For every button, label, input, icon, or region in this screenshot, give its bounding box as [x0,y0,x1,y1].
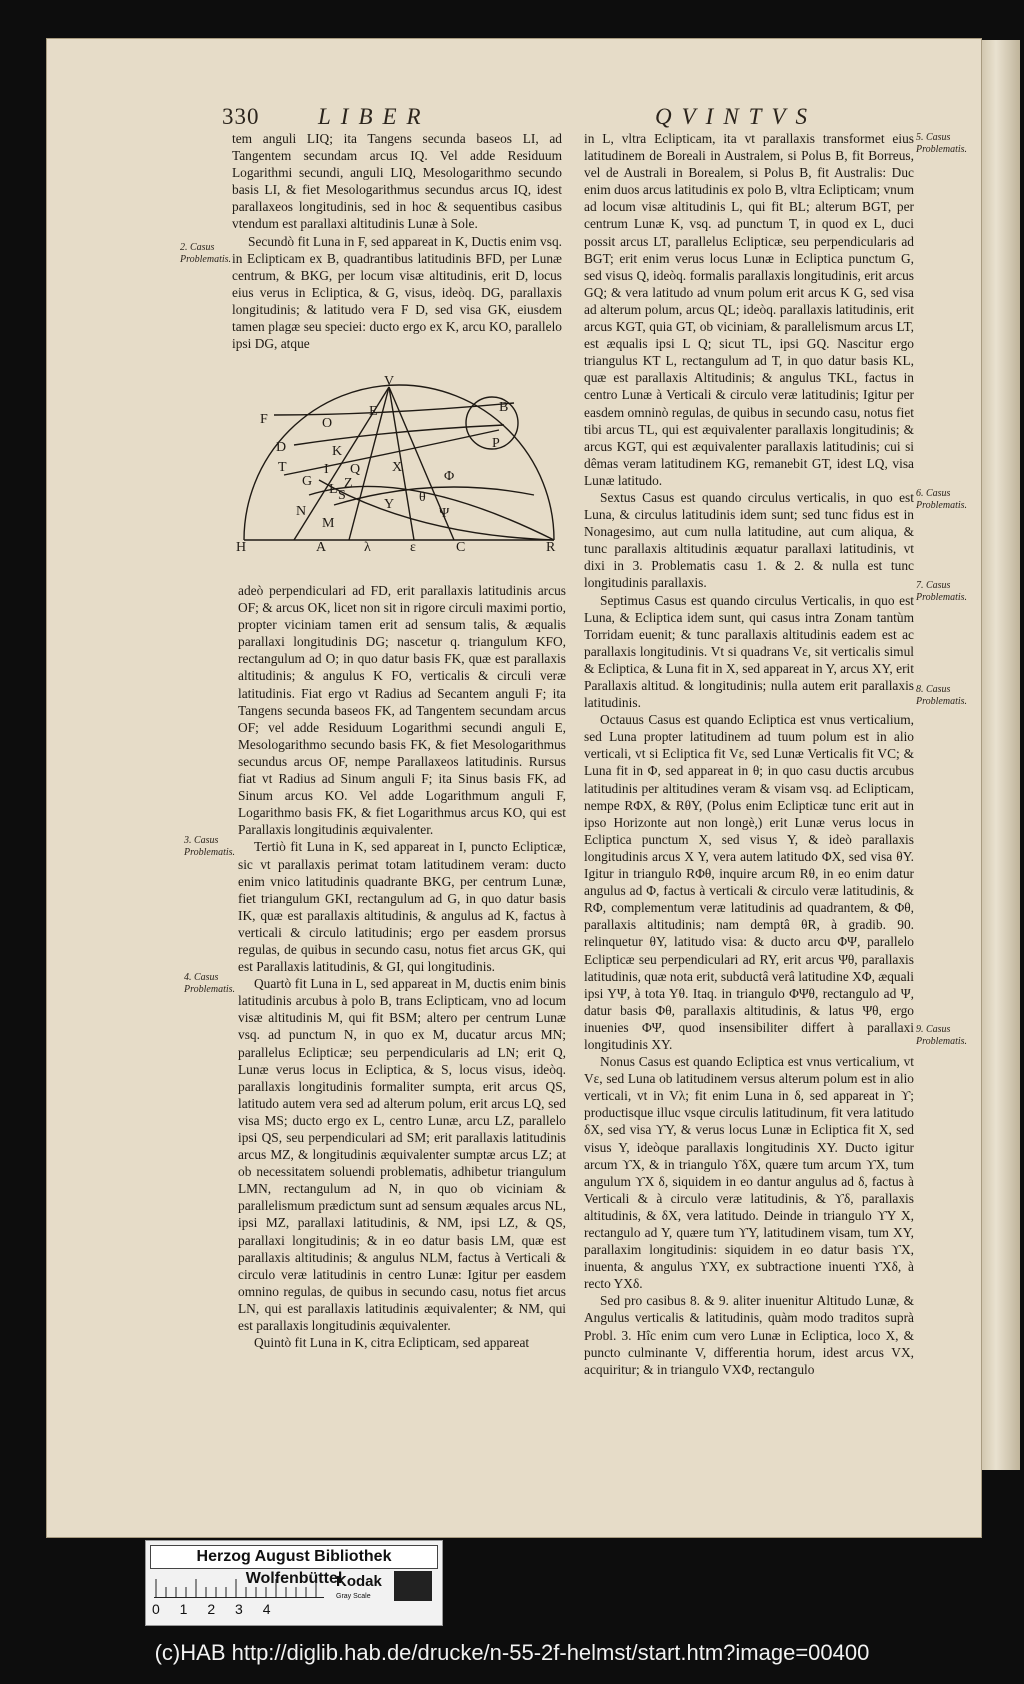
paragraph-casus-1-end: tem anguli LIQ; ita Tangens secunda baseos LI, ad Tangentem secundam arcus IQ. Vel adde Residuum Logarithmi secundi, anguli LIQ, Mesologarithmo secundo basis LI, & fiet Mesologarithmus secundus arcus IQ, idest parallaxeos longitudinis, sed in hoc & sequentibus casibus vtendum est parallaxi altitudinis Lunæ à Sole. [232,131,562,232]
paragraph-casus-4: Quartò fit Luna in L, sed appareat in M, ductis enim binis latitudinis arcubus à polo B, trans Eclipticam, vno ad locum visæ altitudinis M, qui fit BSM; altero per centrum Lunæ vsq. ad punctum N, in quo ex M, ducatur arcus MN; parallelus Eclipticæ; seu perpendicularis ad LN; erit Q, Lunæ verus locus in Ecliptica, & S, locus visus, ideòq. parallaxis longitudinis formaliter sumpta, erit arcus QS, latitudo autem vera sed ad alterum polum, erit arcus LQ, sed visa MS; ducto ergo ex L, centro Lunæ, arcu LZ, parallelo ipsi QS, seu perpendiculari ad SM; erit parallaxis latitudinis arcus MZ, & longitudinis æquivalenter sumptæ arcus LZ; at ob necessitatem soluendi problematis, adhibetur triangulum LMN, rectangulum ad N, in quo ob viciniam & parallelismum prædictum sunt ad sensum æquales arcus NL, ipsi MZ, parallaxi latitudinis, & NM, ipsi LZ, & QS, parallaxi longitudinis; & in eo datur basis LM, quæ est parallaxis altitudinis; & angulus NLM, factus à Verticali & circulo veræ latitudinis in centro Lunæ: Igitur per easdem omnino regulas, de quibus in secundo casu, notus fiet arcus LN, qui est parallaxis latitudinis æquivalenter; & NM, qui est parallaxis longitudinis æquivalenter. [238,976,566,1334]
running-title-right: QVINTVS [655,104,817,129]
page-number: 330 [222,104,260,129]
paragraph-casus-3: Tertiò fit Luna in K, sed appareat in I, puncto Eclipticæ, sic vt parallaxis perimat totam latitudinem veram: ducto enim vnico latitudinis quadrante BKG, per centrum Lunæ, fiet triangulum GKI, rectangulum ad G, in quo datur basis IK, quæ est parallaxis altitudinis, & angulus ad K, factus à verticali & circulo latitudinis; ergo per easdem prorsus regulas, de quibus in secundo casu, notus fiet arcus GK, qui est Parallaxis latitudinis, & GI, qui longitudinis. [238,839,566,975]
paragraph-casus-2: Secundò fit Luna in F, sed appareat in K, Ductis enim vsq. in Eclipticam ex B, quadrantibus latitudinis BFD, per Lunæ centrum, & BKG, per locum visæ altitudinis, erit D, locus eius verus in Ecliptica, & G, visus, ideòq. DG, parallaxis longitudinis; & latitudo vera F D, sed visa GK, eiusdem tamen plagæ seu speciei: ducto ergo ex K, arcu KO, parallelo ipsi DG, atque [232,233,562,352]
margin-note-casus-7: 7. Casus Problematis. [916,580,968,603]
fig-label-Q: Q [350,462,361,477]
margin-note-casus-9: 9. Casus Problematis. [916,1024,968,1047]
fig-label-G: G [302,474,313,489]
left-column-lower [238,582,566,1351]
margin-note-casus-5: 5. Casus Problematis. [916,132,968,155]
fig-label-theta: θ [419,490,426,505]
right-column [584,130,914,1378]
ruler-scale [154,1575,324,1598]
fig-label-R: R [546,540,556,553]
ruler-numbers: 0 1 2 3 4 [152,1601,271,1617]
facing-page-edge [980,40,1020,1470]
gray-swatch [394,1571,432,1601]
margin-note-casus-2: 2. Casus Problematis. [180,242,232,265]
fig-label-S: S [338,488,346,503]
paragraph-casus-5: in L, vltra Eclipticam, ita vt parallaxis transformet eius latitudinem de Boreali in Australem, si Polus B, fit Borreus, vel de Australi in Borealem, si Polus B, fit Australis: Duc enim duos arcus latitudinis ex polo B, vltra Eclipticam; vnum ad locum visæ altitudinis L, qui fit BL; alterum BGT, per centrum Lunæ K, vsq. ad punctum T, in quod ex L, duci possit arcus LT, parallelus Eclipticæ, seu perpendicularis ad BGT; erit enim verus locus Lunæ in Ecliptica punctum G, sed visus Q, ideòq. formalis parallaxis longitudinis, erit arcus GQ; & vera latitudo ad vnum polum erit arcus K G, sed visa ad alterum polum, arcus QL; ideòq. parallaxis latitudinis, erit arcus KGT, quia GT, ob viciniam, & parallelismum arcus LT, est æqualis ipsi L Q; sicut TL, ipsi GQ. Nascitur ergo triangulus KT L, rectangulum ad T, in quo datur basis KL, quæ est parallaxis Altitudinis; & angulus TKL, factus in centro Lunæ à Verticali & circulo veræ latitudinis; Igitur per easdem omninò regulas, de quibus in secundo casu, notus fiet tibi arcus TL, qui est æquivalenter parallaxis longitudinis; & arcus KGT, qui est æquivalenter parallaxis latitudinis; cui si dêmas veram latitudinem KG, remanebit GT, idest LQ, visa Lunæ latitudo. [584,131,914,488]
fig-label-C: C [456,540,466,553]
fig-label-A: A [316,540,327,553]
paragraph-casus-7: Septimus Casus est quando circulus Verticalis, in quo est Luna, & Ecliptica idem sunt, qui casus intra Zonam tantùm Torridam euenit; & tunc parallaxis altitudinis eadem est ac parallaxis longitudinis. Vt si quadrans Vε, sit verticalis simul & Ecliptica, & Luna fit in X, sed appareat in Y, arcus XY, erit Parallaxis altitud. & longitudinis; nulla autem erit parallaxis latitudinis. [584,592,914,711]
fig-label-I: I [324,462,329,477]
fig-label-K: K [332,444,343,459]
gray-scale-card [145,1540,443,1626]
fig-label-psi: Ψ [439,506,450,521]
paragraph-casus-5-start: Quintò fit Luna in K, citra Eclipticam, sed appareat [254,1335,530,1351]
fig-label-Z: Z [344,476,353,491]
fig-label-F: F [260,412,268,427]
fig-label-N: N [296,504,307,519]
gray-scale-label: Gray Scale [336,1593,371,1600]
margin-note-casus-6: 6. Casus Problematis. [916,488,968,511]
fig-label-P: P [492,436,500,451]
parallax-diagram [234,375,564,553]
margin-note-casus-4: 4. Casus Problematis. [184,972,236,995]
fig-label-T: T [278,460,287,475]
margin-note-casus-8: 8. Casus Problematis. [916,684,968,707]
paragraph-casus-6: Sextus Casus est quando circulus verticalis, in quo est Luna, & circulus latitudinis idem sunt; sed tunc fidus est in Nonagesimo, aut cum nulla latitudine, aut cum aliqua, & tunc parallaxis altitudinis æquatur parallaxi latitudinis, vt dixi in 3. Problematis casu 1. & 2. & nulla est tunc longitudinis parallaxis. [584,489,914,591]
fig-label-epsilon: ε [410,540,416,553]
library-label: Herzog August Bibliothek Wolfenbüttel [150,1545,438,1569]
paragraph-casus-8: Octauus Casus est quando Ecliptica est vnus verticalium, sed Luna propter latitudinem ad tuum polum est in alio verticali, vt si Ecliptica fit Vε, sed Lunæ Verticalis fit VC; & Luna fit in Φ, sed appareat in θ; in quo casu ductis arcubus latitudinis per altitudines veram & visam vsq. ad Eclipticam, nempe RΦX, & RθY, (Polus enim Eclipticæ tunc erit aut in ipso Horizonte aut non longè,) erit Lunæ verus locus in Ecliptica punctum X, sed visus Y, & ideò parallaxis longitudinis arcus X Y, vera autem latitudo ΦX, sed visa θY. Igitur in triangulo RΦθ, inquire arcum Rθ, in eo enim datur angulus ad Φ, factus à verticali & circulo veræ latitudinis, & RΦ, complementum veræ latitudinis ad quadrantem, & Φθ, parallaxis altitudinis; nam demptâ θR, à gradib. 90. relinquetur θY, latitudo visa: & ducto arcu ΦΨ, parallelo Eclipticæ seu perpendiculari ad RY, erit arcus Ψθ, parallaxis latitudinis, quæ nota erit, subductâ verâ latitudine XΦ, æquali ipsi YΨ, à tota Yθ. Itaq. in triangulo ΦΨθ, rectangulo ad Ψ, datur basis Φθ, parallaxis altitudinis, & latus Ψθ, ergo inuenies ΦΨ, quod insensibiliter differt à parallaxi longitudinis XY. [584,712,914,1052]
fig-label-Y: Y [384,497,395,512]
fig-label-E: E [369,404,378,419]
left-column-upper [232,130,562,352]
margin-note-casus-3: 3. Casus Problematis. [184,835,236,858]
fig-label-L: L [329,482,338,497]
fig-label-B: B [499,400,509,415]
fig-label-X: X [392,460,403,475]
paragraph-casus-2-cont: adeò perpendiculari ad FD, erit parallaxis latitudinis arcus OF; & arcus OK, licet non sit in rigore circuli maximi portio, propter viciniam tamen erit ad sensum talis, & æqualis parallaxi longitudinis DG; nascetur q. triangulum KFO, rectangulum ad O; in quo datur basis FK, quæ est parallaxis altitudinis; & angulus K FO, verticalis & circuli veræ latitudinis. Fiat ergo vt Radius ad Secantem anguli F; ita Tangens secunda baseos FK, ad Tangentem secundam arcus OF; vel adde Residuum Logarithmi secundi anguli E, Mesologarithmo secundo basis FK, & fiet Mesologarithmus secundus arcus OF, nempe Parallaxeos latitudinis. Rursus fiat vt Radius ad Sinum anguli F; ita Sinus basis FK, ad Sinum arcus KO. Vel adde Logarithmum anguli F, Logarithmo basis FK, & fiet Logarithmus arcus KO, qui est Parallaxis longitudinis æquivalenter. [238,583,566,838]
fig-label-V: V [384,375,395,389]
paragraph-casus-9: Nonus Casus est quando Ecliptica est vnus verticalium, vt Vε, sed Luna ob latitudinem versus alterum polum est in alio verticali, vt in Vλ; fit enim Luna in δ, sed appareat in ϒ; productisque illuc vsque circulis latitudinum, fit vera latitudo δX, sed visa ϒY, & verus locus Lunæ in Ecliptica fit X, sed visus Y, ideòque parallaxis longitudinis XY. Ducto igitur arcum ϒX, & in triangulo ϒδX, quære tum arcum ϒX, tum angulum ϒX δ, siquidem in eo dantur angulus ad δ, factus à Verticali & à circulo veræ latitudinis, & ϒδ, parallaxis altitudinis, & δX, vera latitudo. Deinde in triangulo ϒY X, rectangulo ad Y, quære tum ϒY, latitudinem visam, tum XY, parallaxim longitudinis: siquidem in eo datur basis ϒX, inuenta, & angulus ϒXY, ex subtractione inuenti ϒXδ, à recto YXδ. [584,1054,914,1292]
footer-caption: (c)HAB http://diglib.hab.de/drucke/n-55-2f-helmst/start.htm?image=00400 [154,1640,870,1665]
kodak-brand: Kodak [336,1573,382,1590]
running-title-left: LIBER [318,104,431,129]
fig-label-H: H [236,540,247,553]
fig-label-D: D [276,440,287,455]
fig-label-phi: Φ [444,469,455,484]
paragraph-casus-8-9-note: Sed pro casibus 8. & 9. aliter inuenitur Altitudo Lunæ, & Angulus verticalis & latitudinis, quàm modo traditos suprà Probl. 3. Hîc enim cum vero Lunæ in Ecliptica, loco X, & puncto culminante V, differentia horum, idest arcus VX, acquiritur; & in triangulo VXΦ, rectangulo [584,1293,914,1377]
fig-label-O: O [322,416,333,431]
fig-label-lambda: λ [364,540,371,553]
fig-label-M: M [322,516,335,531]
